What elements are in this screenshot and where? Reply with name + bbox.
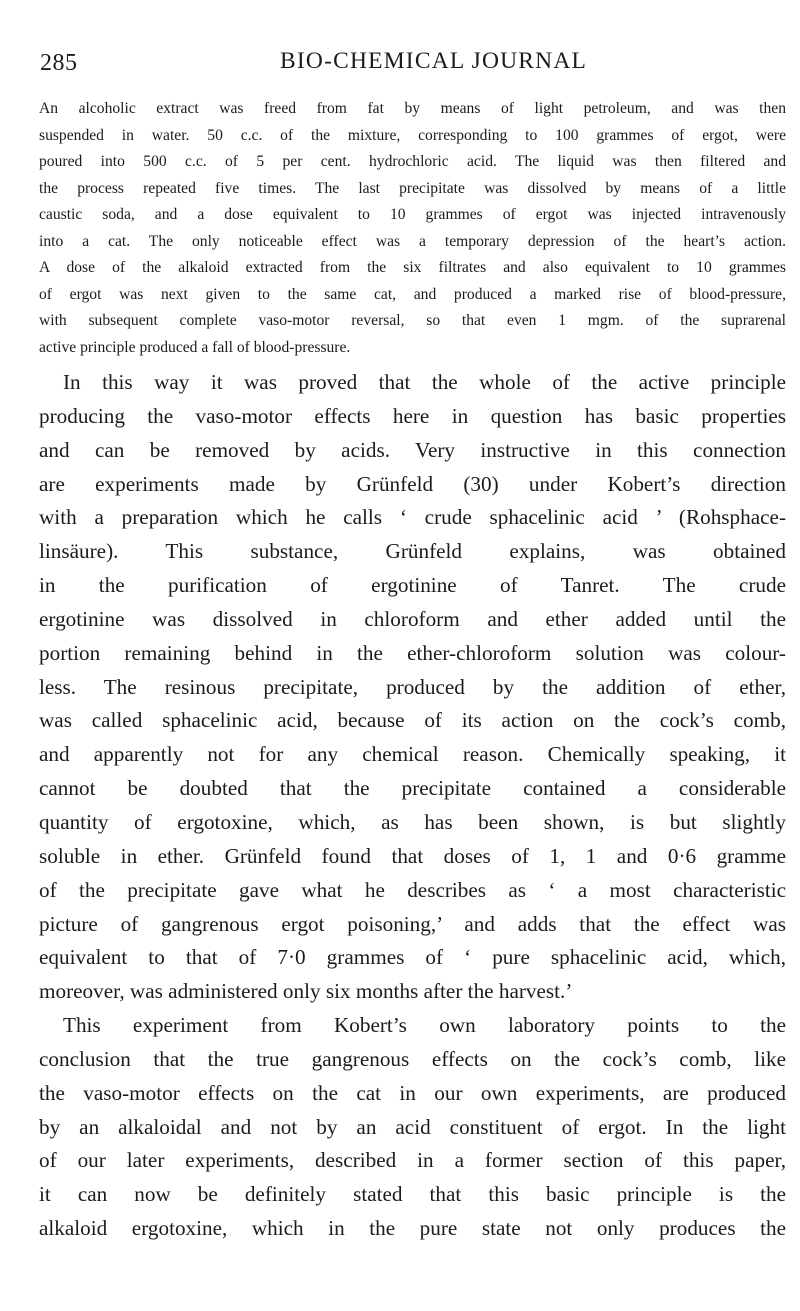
text-line: suspended in water. 50 c.c. of the mixture, corresponding to 100 grammes of ergot, were <box>39 126 786 144</box>
main-text-block <box>39 366 786 1246</box>
text-line: linsäure). This substance, Grünfeld explains, was obtained <box>39 539 786 564</box>
text-line: with subsequent complete vaso-motor reversal, so that even 1 mgm. of the suprarenal <box>39 312 786 329</box>
text-line: In this way it was proved that the whole of the active principle <box>63 370 786 394</box>
text-line: picture of gangrenous ergot poisoning,’ and adds that the effect was <box>39 911 786 936</box>
text-line: ergotinine was dissolved in chloroform and ether added until the <box>39 606 786 631</box>
text-line: This experiment from Kobert’s own laboratory points to the <box>63 1013 786 1038</box>
text-line: soluble in ether. Grünfeld found that doses of 1, 1 and 0·6 gramme <box>39 843 786 868</box>
text-line: of the precipitate gave what he describes as ‘ a most characteristic <box>39 877 786 902</box>
text-line: less. The resinous precipitate, produced by the addition of ether, <box>39 674 786 699</box>
text-line: in the purification of ergotinine of Tanret. The crude <box>39 573 786 598</box>
text-line: and apparently not for any chemical reason. Chemically speaking, it <box>39 742 786 767</box>
text-line: active principle produced a fall of blood-pressure. <box>39 338 351 356</box>
text-line: conclusion that the true gangrenous effects on the cock’s comb, like <box>39 1046 786 1071</box>
text-line: into a cat. The only noticeable effect was a temporary depression of the heart’s action. <box>39 232 786 250</box>
text-line: the process repeated five times. The last precipitate was dissolved by means of a little <box>39 179 786 197</box>
text-line: and can be removed by acids. Very instructive in this connection <box>39 437 786 462</box>
text-line: of ergot was next given to the same cat, and produced a marked rise of blood-pressure, <box>39 285 786 303</box>
text-line: A dose of the alkaloid extracted from the six filtrates and also equivalent to 10 grammes <box>39 259 786 276</box>
text-line: the vaso-motor effects on the cat in our own experiments, are produced <box>39 1080 786 1105</box>
page-number: 285 <box>40 50 78 76</box>
text-line: cannot be doubted that the precipitate contained a considerable <box>39 776 786 801</box>
text-line: producing the vaso-motor effects here in question has basic properties <box>39 403 786 428</box>
text-line: it can now be definitely stated that this basic principle is the <box>39 1182 786 1207</box>
text-line: by an alkaloidal and not by an acid constituent of ergot. In the light <box>39 1114 786 1139</box>
text-line: An alcoholic extract was freed from fat by means of light petroleum, and was then <box>39 100 786 117</box>
text-line: caustic soda, and a dose equivalent to 10 grammes of ergot was injected intravenously <box>39 206 786 223</box>
text-line: equivalent to that of 7·0 grammes of ‘ pure sphacelinic acid, which, <box>39 945 786 970</box>
text-line: poured into 500 c.c. of 5 per cent. hydrochloric acid. The liquid was then filtered and <box>39 153 786 170</box>
text-line: are experiments made by Grünfeld (30) under Kobert’s direction <box>39 471 786 496</box>
text-line: moreover, was administered only six months after the harvest.’ <box>39 979 573 1004</box>
text-line: with a preparation which he calls ‘ crude sphacelinic acid ’ (Rohsphace- <box>39 505 786 530</box>
text-line: was called sphacelinic acid, because of its action on the cock’s comb, <box>39 708 786 733</box>
page-header <box>0 44 800 84</box>
small-print-paragraph <box>39 96 786 361</box>
text-line: alkaloid ergotoxine, which in the pure state not only produces the <box>39 1216 786 1241</box>
text-line: portion remaining behind in the ether-chloroform solution was colour- <box>39 640 786 665</box>
text-line: of our later experiments, described in a former section of this paper, <box>39 1148 786 1173</box>
text-line: quantity of ergotoxine, which, as has been shown, is but slightly <box>39 809 786 834</box>
running-title: BIO-CHEMICAL JOURNAL <box>280 48 588 74</box>
